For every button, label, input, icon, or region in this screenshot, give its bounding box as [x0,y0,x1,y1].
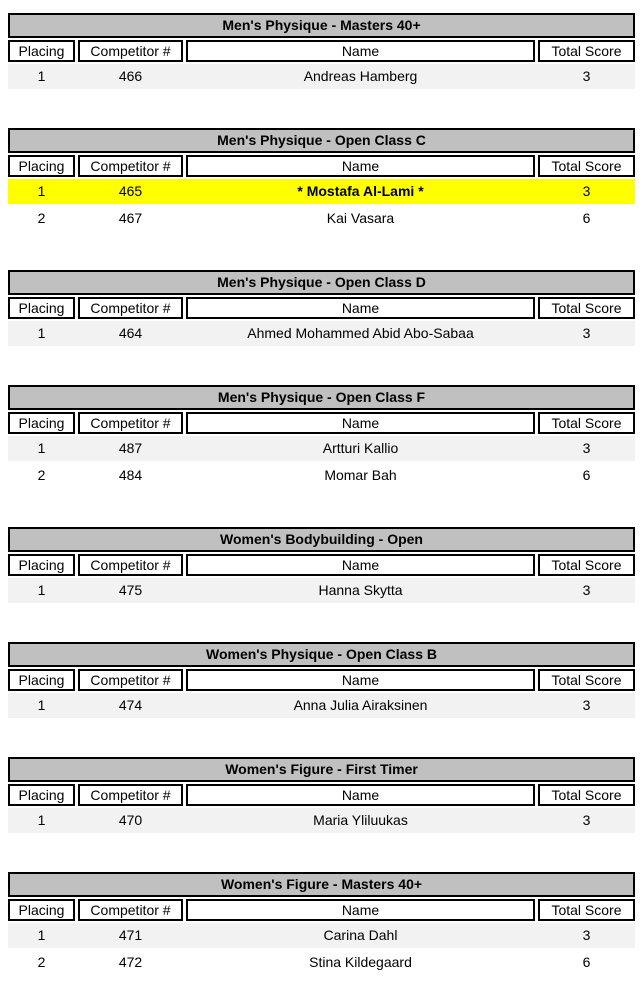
table-title: Men's Physique - Open Class C [8,128,635,153]
competitor-name-cell: Carina Dahl [323,927,398,943]
results-table [8,385,635,488]
competitor-name-cell: Maria Yliluukas [313,812,408,828]
placing-cell: 1 [37,183,46,199]
table-row [8,64,635,89]
table-rows [8,64,635,89]
table-header-row [8,669,635,691]
column-header-name: Name [186,297,535,319]
competitor-name-cell: Andreas Hamberg [303,68,418,84]
table-rows [8,321,635,346]
table-header-row [8,412,635,434]
table-header-row [8,40,635,62]
placing-cell: 1 [37,927,46,943]
column-header-competitor: Competitor # [78,40,183,62]
total-score-cell: 3 [582,440,591,456]
column-header-total-score: Total Score [538,297,635,319]
total-score-cell: 3 [582,812,591,828]
column-header-placing: Placing [8,297,75,319]
results-table [8,270,635,346]
results-table [8,757,635,833]
column-header-placing: Placing [8,784,75,806]
total-score-cell: 3 [582,927,591,943]
results-table [8,128,635,231]
table-row [8,808,635,833]
table-rows [8,923,635,975]
table-rows [8,578,635,603]
total-score-cell: 6 [582,467,591,483]
table-header-row [8,784,635,806]
placing-cell: 2 [37,467,46,483]
table-row [8,578,635,603]
column-header-placing: Placing [8,155,75,177]
competitor-name-cell: Momar Bah [324,467,397,483]
total-score-cell: 6 [582,210,591,226]
table-title: Men's Physique - Open Class D [8,270,635,295]
total-score-cell: 3 [582,325,591,341]
column-header-name: Name [186,40,535,62]
table-rows [8,179,635,231]
table-title: Men's Physique - Open Class F [8,385,635,410]
table-row [8,206,635,231]
competitor-name-cell: Artturi Kallio [322,440,399,456]
table-rows [8,693,635,718]
table-header-row [8,899,635,921]
competitor-number-cell: 470 [118,812,143,828]
column-header-name: Name [186,784,535,806]
column-header-name: Name [186,412,535,434]
results-table [8,642,635,718]
table-row [8,950,635,975]
placing-cell: 1 [37,582,46,598]
competitor-name-cell: Ahmed Mohammed Abid Abo-Sabaa [247,325,474,341]
placing-cell: 1 [37,812,46,828]
results-table [8,872,635,975]
competitor-number-cell: 465 [118,183,143,199]
placing-cell: 2 [37,954,46,970]
competitor-name-cell: Kai Vasara [326,210,395,226]
column-header-placing: Placing [8,554,75,576]
table-title: Men's Physique - Masters 40+ [8,13,635,38]
table-row [8,179,635,204]
table-title: Women's Figure - Masters 40+ [8,872,635,897]
table-header-row [8,155,635,177]
total-score-cell: 3 [582,697,591,713]
table-header-row [8,297,635,319]
column-header-name: Name [186,899,535,921]
column-header-total-score: Total Score [538,554,635,576]
table-row [8,693,635,718]
table-row [8,321,635,346]
competitor-number-cell: 475 [118,582,143,598]
competitor-name-cell: Stina Kildegaard [309,954,412,970]
table-header-row [8,554,635,576]
competitor-name-cell: Hanna Skytta [318,582,403,598]
competitor-number-cell: 471 [118,927,143,943]
column-header-placing: Placing [8,899,75,921]
placing-cell: 1 [37,697,46,713]
column-header-placing: Placing [8,669,75,691]
competitor-number-cell: 484 [118,467,143,483]
table-rows [8,436,635,488]
column-header-competitor: Competitor # [78,899,183,921]
column-header-placing: Placing [8,40,75,62]
column-header-total-score: Total Score [538,155,635,177]
column-header-placing: Placing [8,412,75,434]
column-header-total-score: Total Score [538,899,635,921]
competitor-number-cell: 472 [118,954,143,970]
column-header-total-score: Total Score [538,669,635,691]
column-header-competitor: Competitor # [78,554,183,576]
column-header-competitor: Competitor # [78,412,183,434]
table-row [8,923,635,948]
table-rows [8,808,635,833]
competitor-number-cell: 467 [118,210,143,226]
competitor-number-cell: 487 [118,440,143,456]
column-header-total-score: Total Score [538,412,635,434]
column-header-name: Name [186,554,535,576]
column-header-competitor: Competitor # [78,784,183,806]
placing-cell: 1 [37,440,46,456]
column-header-competitor: Competitor # [78,297,183,319]
table-title: Women's Physique - Open Class B [8,642,635,667]
competitor-name-cell: * Mostafa Al-Lami * [297,183,424,199]
competitor-number-cell: 464 [118,325,143,341]
table-title: Women's Figure - First Timer [8,757,635,782]
competitor-name-cell: Anna Julia Airaksinen [293,697,428,713]
column-header-competitor: Competitor # [78,155,183,177]
total-score-cell: 6 [582,954,591,970]
table-row [8,463,635,488]
competitor-number-cell: 474 [118,697,143,713]
placing-cell: 1 [37,325,46,341]
table-row [8,436,635,461]
placing-cell: 2 [37,210,46,226]
table-title: Women's Bodybuilding - Open [8,527,635,552]
total-score-cell: 3 [582,68,591,84]
column-header-total-score: Total Score [538,40,635,62]
column-header-name: Name [186,155,535,177]
competitor-number-cell: 466 [118,68,143,84]
column-header-total-score: Total Score [538,784,635,806]
total-score-cell: 3 [582,582,591,598]
column-header-name: Name [186,669,535,691]
placing-cell: 1 [37,68,46,84]
results-table [8,13,635,89]
total-score-cell: 3 [582,183,591,199]
column-header-competitor: Competitor # [78,669,183,691]
results-report [8,13,635,975]
results-table [8,527,635,603]
